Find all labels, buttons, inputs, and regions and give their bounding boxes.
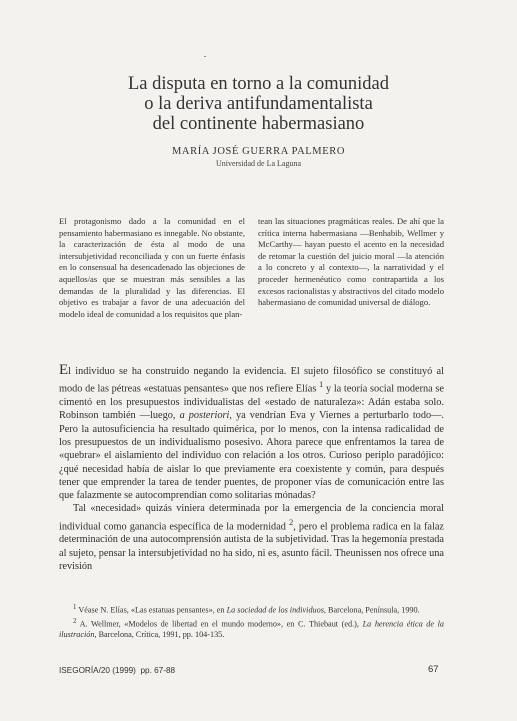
footnote-ref: 1 — [319, 379, 324, 390]
footnotes — [59, 602, 444, 640]
footnote-ref: 2 — [288, 516, 294, 527]
abstract-column-left: El protagonismo dado a la comunidad en el pensamiento habermasiano es innegable. No obstante, la caracterización de ésta al modo de una intersubjetividad reconciliada y con un fuerte énfasis en lo consensual ha desencadenado las objeciones de aquellos/as que se muestran más sensibles a las demandas de la pluralidad y las diferencias. El objetivo es trabajar a favor de una adecuación del modelo ideal de comunidad a los requisitos que plan- — [59, 216, 245, 319]
body-paragraph — [59, 502, 444, 573]
footnote-text: , Barcelona, Península, 1990. — [323, 605, 420, 615]
footnote-italic: La sociedad de los individuos — [226, 605, 324, 615]
author-name: MARÍA JOSÉ GUERRA PALMERO — [171, 146, 346, 157]
body-paragraph — [59, 362, 445, 502]
body-text-span: ya vendrían Eva y Viernes a perturbarlo todo—. Pero la autosuficiencia ha resultado quimérica, por lo menos, con la intensa radicalidad de los presupuestos de un individualismo posesivo. Ahora parece que enfrentamos la tarea de «quebrar» el aislamiento del individuo con relación a los otros. Curioso periplo paradójico: ¿qué necesidad había de aislar lo que previamente era coexistente y común, para después tener que emprender la tarea de tender puentes, de proponer vías de comunicación entre las que falazmente se autocomprendían como solitarias mónadas? — [59, 410, 445, 502]
footnote-number: 1 — [73, 604, 77, 611]
body-text — [59, 362, 445, 573]
footnote-number: 2 — [73, 617, 77, 625]
body-text-span: l individuo se ha construido negando la evidencia. El sujeto filosófico se constituyó al modo de las pétreas «estatuas pensantes» que nos refiere Elías — [59, 366, 444, 395]
body-text-span: y la teoría social moderna se cimentó en los presupuestos individualistas del «estado de naturaleza»: Adán estaba solo. Robinson también —luego, — [59, 383, 444, 422]
title-line: o la deriva antifundamentalista — [144, 94, 373, 114]
body-italic: a posteriori, — [179, 410, 232, 422]
footnote — [59, 602, 444, 616]
footnote-text: Véase N. Elías, «Las estatuas pensantes», en — [78, 605, 227, 615]
footnote — [59, 616, 444, 641]
page-mark — [204, 56, 206, 57]
footer-citation — [59, 666, 175, 675]
footnote-text: , Barcelona, Crítica, 1991, pp. 104-135. — [94, 630, 225, 640]
article-title — [60, 74, 457, 134]
footnote-italic: La herencia ética de la ilustración — [59, 619, 444, 640]
page-number: 67 — [428, 664, 439, 675]
drop-cap: E — [59, 362, 69, 378]
abstract-column-right: tean las situaciones pragmáticas reales. De ahí que la crítica interna habermasiana —Benhabib, Wellmer y McCarthy— hayan puesto el acento en la necesidad de retomar la cuestión del juicio moral —la atención a lo concreto y al contexto—, la narratividad y el proceder hermenéutico como contrapartida a los excesos racionalistas y abstractivos del citado modelo habermasiano de comunidad universal de diálogo. — [258, 216, 444, 308]
title-line: La disputa en torno a la comunidad — [128, 74, 389, 94]
page-range: pp. 67-88 — [140, 666, 176, 675]
footnote-text: A. Wellmer, «Modelos de libertad en el mundo moderno», en C. Thiebaut (ed.), — [79, 619, 363, 629]
body-text-span: , pero el problema radica en la falaz determinación de una autocomprensión autista de la subjetividad. Tras la hegemonía prestada al sujeto, pensar la intersubjetividad no ha sido, ni es, asunto fácil. Theunissen nos ofrece una revisión — [59, 521, 444, 572]
body-text-span: Tal «necesidad» quizás viniera determinada por la emergencia de la conciencia moral individual como ganancia específica de la modernidad — [59, 503, 444, 533]
author-affiliation: Universidad de La Laguna — [215, 159, 302, 168]
title-line: del continente habermasiano — [152, 114, 365, 134]
journal-name: ISEGORÍA/20 (1999) — [59, 666, 136, 675]
